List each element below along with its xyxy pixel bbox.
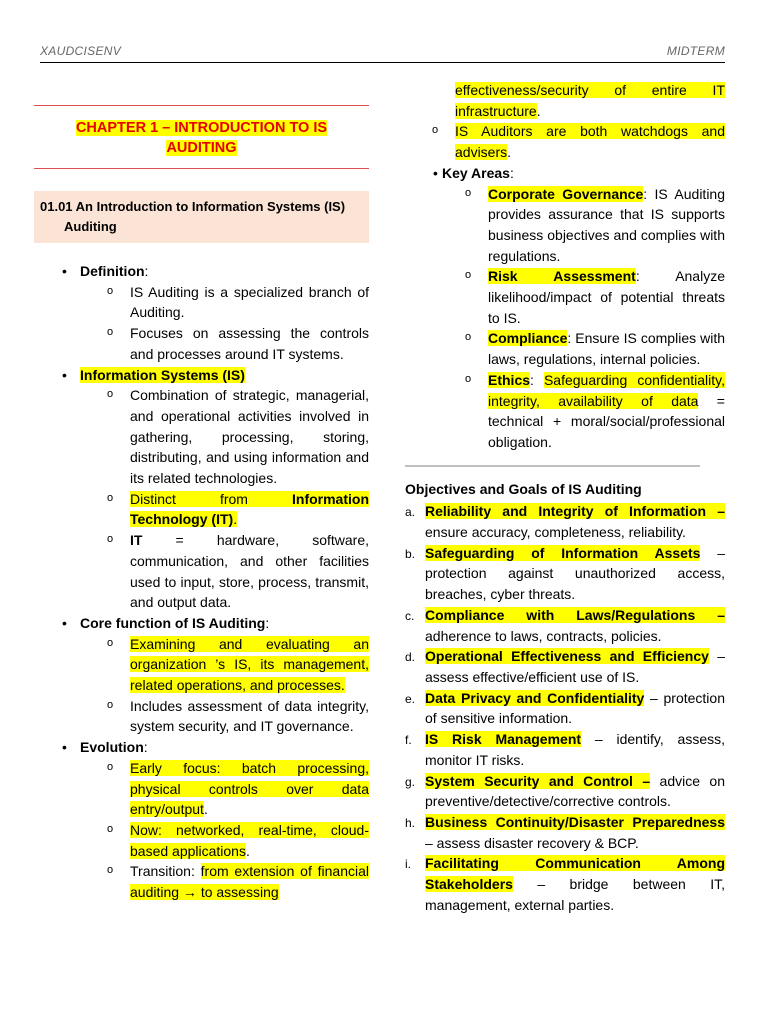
list-item: o IS Auditing is a specialized branch of Auditing.: [80, 282, 369, 323]
key-areas-list: [405, 163, 725, 453]
list-item: o Combination of strategic, managerial, and operational activities involved in gathering, processing, storing, distributing, and using information and its related technologies.: [80, 385, 369, 489]
objective-item: h. Business Continuity/Disaster Preparedness – assess disaster recovery & BCP.: [405, 813, 725, 851]
objective-item: c. Compliance with Laws/Regulations – adherence to laws, contracts, policies.: [405, 606, 725, 644]
course-code: XAUDCISENV: [40, 44, 122, 58]
evolution-bullet: • Evolution: o Early focus: batch processing, physical controls over data entry/output. o Now: networked, real-time, cloud-based applications. o Transition: from extension of financial auditing → to assessing: [34, 737, 369, 903]
objective-item: b. Safeguarding of Information Assets – protection against unauthorized access, breaches, cyber threats.: [405, 544, 725, 603]
list-item: o Transition: from extension of financial auditing → to assessing: [80, 861, 369, 902]
key-areas-bullet: • Key Areas: o Corporate Governance: IS Auditing provides assurance that IS supports business objectives and complies with regulations. o Risk Assessment: Analyze likelihood/impact of potential threats to IS. o Compliance: Ensure IS complies with laws, regulations, internal policies. o Ethics: Safeguarding confidentiality, integrity, availability of data = technical + moral/social/professional obligation.: [405, 163, 725, 453]
list-item: o Compliance: Ensure IS complies with laws, regulations, internal policies.: [438, 328, 725, 369]
objective-item: g. System Security and Control – advice on preventive/detective/corrective controls.: [405, 772, 725, 810]
list-item: o Early focus: batch processing, physical controls over data entry/output.: [80, 758, 369, 820]
is-bullet: • Information Systems (IS) o Combination of strategic, managerial, and operational activities involved in gathering, processing, storing, distributing, and using information and its related technologies. o Distinct from Information Technology (IT). o IT = hardware, software, communication, and other facilities used to input, store, process, transmit, and output data.: [34, 365, 369, 613]
chapter-bottom-rule: [34, 168, 369, 169]
chapter-title: CHAPTER 1 – INTRODUCTION TO IS AUDITING: [75, 120, 328, 156]
list-item: o IS Auditors are both watchdogs and advisers.: [405, 121, 725, 162]
objective-item: e. Data Privacy and Confidentiality – protection of sensitive information.: [405, 689, 725, 727]
list-item: o Corporate Governance: IS Auditing provides assurance that IS supports business objectives and complies with regulations.: [438, 184, 725, 267]
objective-item: d. Operational Effectiveness and Efficiency – assess effective/efficient use of IS.: [405, 648, 725, 685]
list-item: o Examining and evaluating an organization ’s IS, its management, related operations, and processes.: [80, 634, 369, 696]
objective-item: i. Facilitating Communication Among Stakeholders – bridge between IT, management, external parties.: [405, 855, 725, 913]
objectives-list: [405, 501, 725, 915]
objective-item: f. IS Risk Management – identify, assess, monitor IT risks.: [405, 731, 725, 768]
list-item: effectiveness/security of entire IT infrastructure.: [455, 82, 725, 119]
objectives-heading: Objectives and Goals of IS Auditing: [405, 480, 642, 497]
list-item: o Ethics: Safeguarding confidentiality, integrity, availability of data = technical + moral/social/professional obligation.: [438, 370, 725, 453]
section-heading: 01.01 An Introduction to Information Systems (IS) Auditing: [34, 191, 369, 243]
left-bullet-list: [34, 261, 369, 903]
continued-list: [405, 80, 725, 163]
definition-bullet: • Definition: o IS Auditing is a specialized branch of Auditing. o Focuses on assessing the controls and processes around IT systems.: [34, 261, 369, 365]
list-item: o Includes assessment of data integrity, system security, and IT governance.: [80, 696, 369, 737]
objective-item: a. Reliability and Integrity of Information – ensure accuracy, completeness, reliability.: [405, 503, 725, 541]
list-item: o Focuses on assessing the controls and processes around IT systems.: [80, 323, 369, 364]
list-item: o Risk Assessment: Analyze likelihood/impact of potential threats to IS.: [438, 266, 725, 328]
section-divider: [405, 465, 700, 467]
exam-label: MIDTERM: [666, 44, 725, 58]
list-item: o Now: networked, real-time, cloud-based applications.: [80, 820, 369, 861]
page-header: [40, 44, 725, 63]
left-column: [34, 80, 369, 903]
list-item: o Distinct from Information Technology (IT).: [80, 489, 369, 530]
list-item: o IT = hardware, software, communication, and other facilities used to input, store, process, transmit, and output data.: [80, 530, 369, 613]
core-function-bullet: • Core function of IS Auditing: o Examining and evaluating an organization ’s IS, its management, related operations, and processes. o Includes assessment of data integrity, system security, and IT governance.: [34, 613, 369, 737]
right-column: [405, 80, 725, 915]
